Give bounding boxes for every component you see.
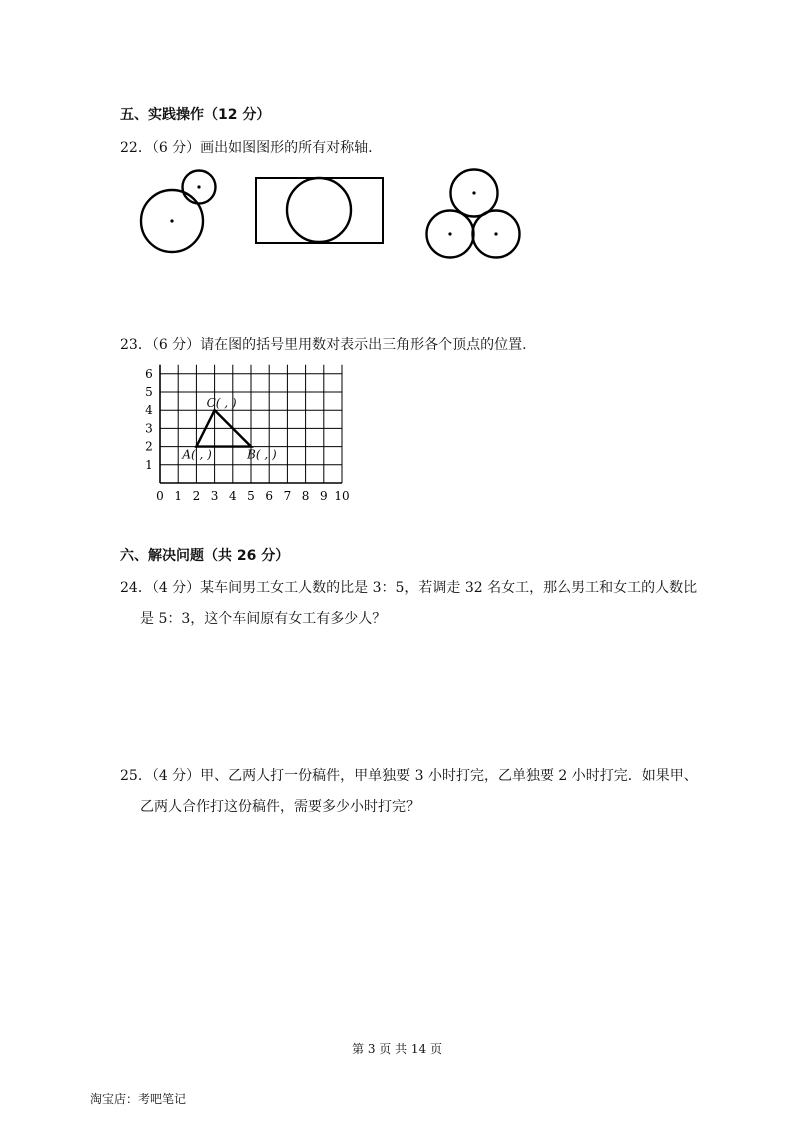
- y-tick-label: 1: [145, 457, 153, 472]
- question-25-line1: 25．（4 分）甲、乙两人打一份稿件，甲单独要 3 小时打完，乙单独要 2 小时打完．如果甲、: [120, 768, 698, 784]
- figure-two-circles: [141, 171, 216, 253]
- x-tick-label: 10: [334, 489, 350, 503]
- x-tick-label: 5: [247, 489, 255, 503]
- question-24-line1: 24．（4 分）某车间男工女工人数的比是 3：5，若调走 32 名女工，那么男工和女工的人数比: [120, 580, 698, 596]
- page-number: 第 3 页 共 14 页: [352, 1042, 442, 1056]
- vertex-label-c: C( , ): [206, 396, 237, 411]
- top-circle-center: [472, 191, 475, 194]
- large-circle-center: [170, 219, 173, 222]
- x-tick-label: 3: [210, 489, 219, 503]
- question-24-line2: 是 5：3，这个车间原有女工有多少人？: [140, 611, 387, 627]
- x-tick-label: 4: [228, 489, 237, 503]
- y-tick-label: 4: [145, 403, 153, 418]
- x-tick-label: 9: [319, 489, 328, 503]
- question-22-text: 22．（6 分）画出如图图形的所有对称轴.: [120, 140, 373, 156]
- right-circle-center: [494, 232, 497, 235]
- small-circle-center: [197, 185, 200, 188]
- figure-circle-in-rectangle: [256, 178, 383, 243]
- coordinate-grid: [130, 362, 390, 512]
- left-circle-center: [448, 232, 451, 235]
- shop-watermark: 淘宝店：考吧笔记: [90, 1092, 187, 1106]
- question-23-text: 23．（6 分）请在图的括号里用数对表示出三角形各个顶点的位置.: [120, 337, 527, 353]
- y-tick-label: 6: [145, 366, 153, 381]
- symmetry-figures: [0, 160, 800, 280]
- rectangle: [256, 178, 383, 243]
- figure-three-circles: [427, 170, 520, 258]
- y-tick-label: 2: [145, 439, 153, 454]
- x-tick-label: 1: [174, 489, 183, 503]
- question-25-line2: 乙两人合作打这份稿件，需要多少小时打完？: [140, 799, 420, 815]
- x-tick-label: 0: [156, 489, 164, 503]
- vertex-label-b: B( , ): [247, 447, 277, 462]
- x-tick-label: 6: [265, 489, 274, 503]
- x-tick-label: 7: [283, 489, 292, 503]
- vertex-label-a: A( , ): [182, 447, 212, 462]
- y-tick-label: 5: [145, 385, 153, 399]
- section-heading-practice: 五、实践操作（12 分）: [120, 107, 271, 123]
- x-tick-label: 2: [192, 489, 201, 503]
- y-tick-label: 3: [145, 421, 153, 436]
- section-heading-problems: 六、解决问题（共 26 分）: [120, 548, 290, 564]
- x-tick-label: 8: [301, 489, 310, 503]
- inscribed-circle: [287, 178, 351, 242]
